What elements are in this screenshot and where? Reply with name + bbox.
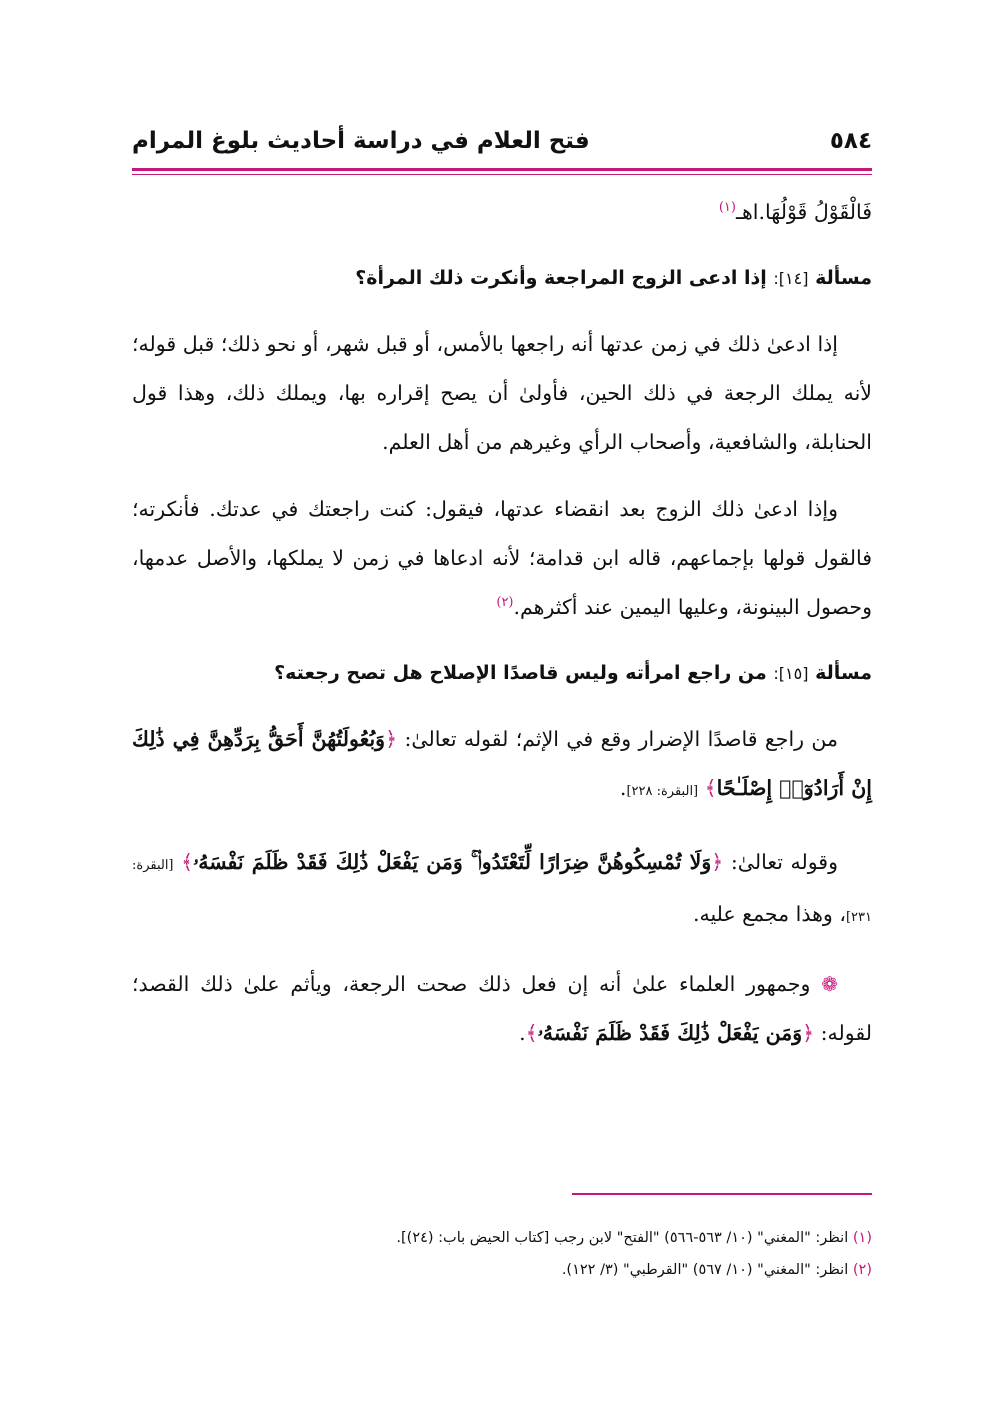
quran-bracket-open: ﴿ <box>802 1021 815 1045</box>
flower-bullet-icon: ❁ <box>821 972 838 996</box>
issue-14-paragraph-2 <box>132 485 872 632</box>
header-rule-thick <box>132 168 872 171</box>
page-number: ٥٨٤ <box>829 128 872 154</box>
quran-bracket-open: ﴿ <box>385 727 398 751</box>
paragraph-text: وقوله تعالىٰ: <box>730 850 838 874</box>
issue-number: [١٥]: <box>773 664 809 683</box>
issue-number: [١٤]: <box>773 269 809 288</box>
verse-reference-1: [البقرة: ٢٢٨] <box>626 784 699 799</box>
main-text <box>132 188 872 1058</box>
paragraph-text: من راجع قاصدًا الإضرار وقع في الإثم؛ لقوله تعالىٰ: <box>404 727 839 751</box>
footnote-1 <box>132 1222 872 1254</box>
footnote-2 <box>132 1254 872 1286</box>
issue-14-heading <box>132 255 872 302</box>
quran-bracket-close: ﴾ <box>181 850 194 874</box>
opening-text: فَالْقَوْلُ قَوْلُهَا.اهـ <box>735 200 872 224</box>
verse-reference-2: [البقرة: ٢٣١] <box>132 858 872 925</box>
issue-label: مسألة <box>815 267 872 289</box>
book-title: فتح العلام في دراسة أحاديث بلوغ المرام <box>132 128 590 154</box>
issue-14-paragraph-1: إذا ادعىٰ ذلك في زمن عدتها أنه راجعها بالأمس، أو قبل شهر، أو نحو ذلك؛ قبل قوله؛ لأنه يملك الرجعة في ذلك الحين، فأولىٰ أن يصح إقراره بها، ويملك ذلك، وهذا قول الحنابلة، والشافعية، وأصحاب الرأي وغيرهم من أهل العلم. <box>132 332 872 454</box>
paragraph-text: وجمهور العلماء علىٰ أنه إن فعل ذلك صحت الرجعة، ويأثم علىٰ ذلك القصد؛ لقوله: <box>132 972 872 1045</box>
issue-title: إذا ادعى الزوج المراجعة وأنكرت ذلك المرأة؟ <box>355 267 767 289</box>
quran-bracket-close: ﴾ <box>525 1021 538 1045</box>
opening-line <box>132 188 872 237</box>
footnote-ref-1[interactable]: (١) <box>718 200 736 216</box>
issue-title: من راجع امرأته وليس قاصدًا الإصلاح هل تصح رجعته؟ <box>274 662 767 684</box>
issue-label: مسألة <box>815 662 872 684</box>
issue-15-paragraph-1: من راجع قاصدًا الإضرار وقع في الإثم؛ لقوله تعالىٰ: ﴿وَبُعُولَتُهُنَّ أَحَقُّ بِرَدِّهِنَّ فِي ذَٰلِكَ إِنْ أَرَادُوٓا۟ إِصْلَـٰحًا﴾ [البقرة: ٢٢٨]. <box>132 727 872 800</box>
quran-bracket-open: ﴿ <box>711 850 724 874</box>
paragraph-tail: ، وهذا مجمع عليه. <box>692 902 846 926</box>
running-header <box>132 128 872 164</box>
quran-verse-2: وَلَا تُمْسِكُوهُنَّ ضِرَارًا لِّتَعْتَدُوا۟ ۚ وَمَن يَفْعَلْ ذَٰلِكَ فَقَدْ ظَلَمَ نَفْسَهُۥ <box>193 850 712 874</box>
footnote-ref-2[interactable]: (٢) <box>496 595 514 611</box>
header-rule-thin <box>132 174 872 175</box>
footnote-number: (١) <box>852 1230 872 1246</box>
footnote-number: (٢) <box>852 1262 872 1278</box>
quran-verse-3: وَمَن يَفْعَلْ ذَٰلِكَ فَقَدْ ظَلَمَ نَفْسَهُۥ <box>537 1021 803 1045</box>
issue-15-heading <box>132 650 872 697</box>
quran-verse-1: وَبُعُولَتُهُنَّ أَحَقُّ بِرَدِّهِنَّ فِي ذَٰلِكَ إِنْ أَرَادُوٓا۟ إِصْلَـٰحًا <box>132 727 872 800</box>
footnotes <box>132 1222 872 1286</box>
issue-15-paragraph-2 <box>132 838 872 942</box>
quran-bracket-close: ﴾ <box>704 776 717 800</box>
footnote-text: انظر: "المغني" (١٠/ ٥٦٧) "القرطبي" (٣/ ١٢٢). <box>561 1262 849 1278</box>
footnote-text: انظر: "المغني" (١٠/ ٥٦٣-٥٦٦) "الفتح" لابن رجب [كتاب الحيض باب: (٢٤)]. <box>396 1230 849 1246</box>
issue-15-paragraph-3: ❁ وجمهور العلماء علىٰ أنه إن فعل ذلك صحت الرجعة، ويأثم علىٰ ذلك القصد؛ لقوله: ﴿وَمَن يَفْعَلْ ذَٰلِكَ فَقَدْ ظَلَمَ نَفْسَهُۥ﴾. <box>132 972 872 1045</box>
paragraph-text: وإذا ادعىٰ ذلك الزوج بعد انقضاء عدتها، فيقول: كنت راجعتك في عدتك. فأنكرته؛ فالقول قولها بإجماعهم، قاله ابن قدامة؛ لأنه ادعاها في زمن لا يملكها، والأصل عدمها، وحصول البينونة، وعليها اليمين عند أكثرهم. <box>132 497 872 619</box>
